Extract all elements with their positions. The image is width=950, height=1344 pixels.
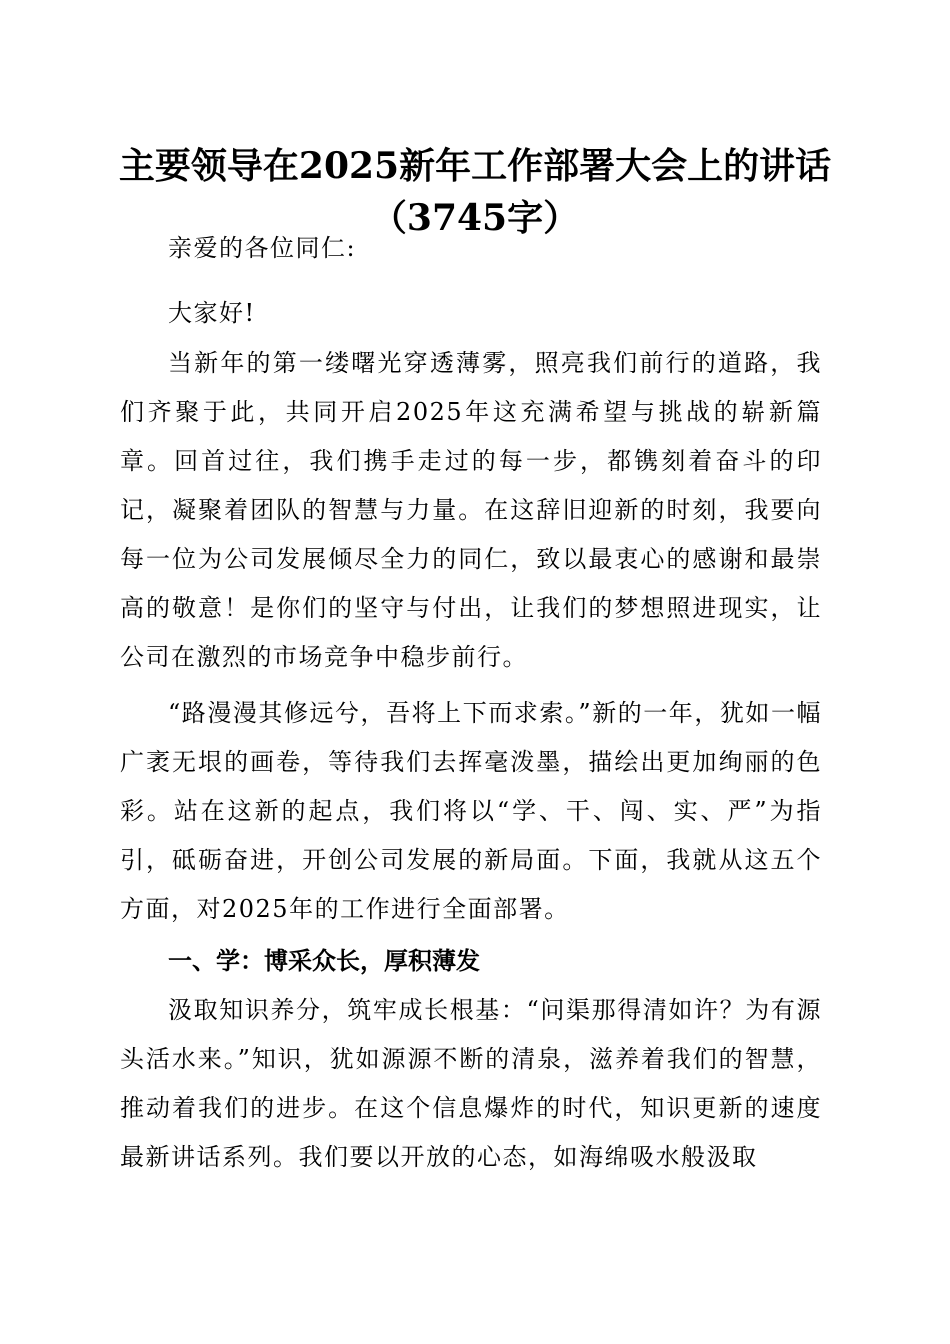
document-title: 主要领导在2025新年工作部署大会上的讲话 [118,145,832,187]
paragraph-1: 当新年的第一缕曙光穿透薄雾，照亮我们前行的道路，我们齐聚于此，共同开启2025年这充满希望与挑战的崭新篇章。回首过往，我们携手走过的每一步，都镌刻着奋斗的印记，凝聚着团队的智慧与力量。在这辞旧迎新的时刻，我要向每一位为公司发展倾尽全力的同仁，致以最衷心的感谢和最崇高的敬意！是你们的坚守与付出，让我们的梦想照进现实，让公司在激烈的市场竞争中稳步前行。 [120,349,822,671]
section-heading: 一、学：博采众长，厚积薄发 [168,947,480,975]
document-word-count: （3745字） [370,197,580,239]
section-paragraph: 汲取知识养分，筑牢成长根基：“问渠那得清如许？为有源头活水来。”知识，犹如源源不断的清泉，滋养着我们的智慧，推动着我们的进步。在这个信息爆炸的时代，知识更新的速度最新讲话系列。我们要以开放的心态，如海绵吸水般汲取 [120,996,822,1171]
greeting: 大家好! [168,299,256,327]
paragraph-2: “路漫漫其修远兮，吾将上下而求索。”新的一年，犹如一幅广袤无垠的画卷，等待我们去挥毫泼墨，描绘出更加绚丽的色彩。站在这新的起点，我们将以“学、干、闯、实、严”为指引，砥砺奋进，开创公司发展的新局面。下面，我就从这五个方面，对2025年的工作进行全面部署。 [120,699,822,923]
salutation: 亲爱的各位同仁: [168,234,357,262]
